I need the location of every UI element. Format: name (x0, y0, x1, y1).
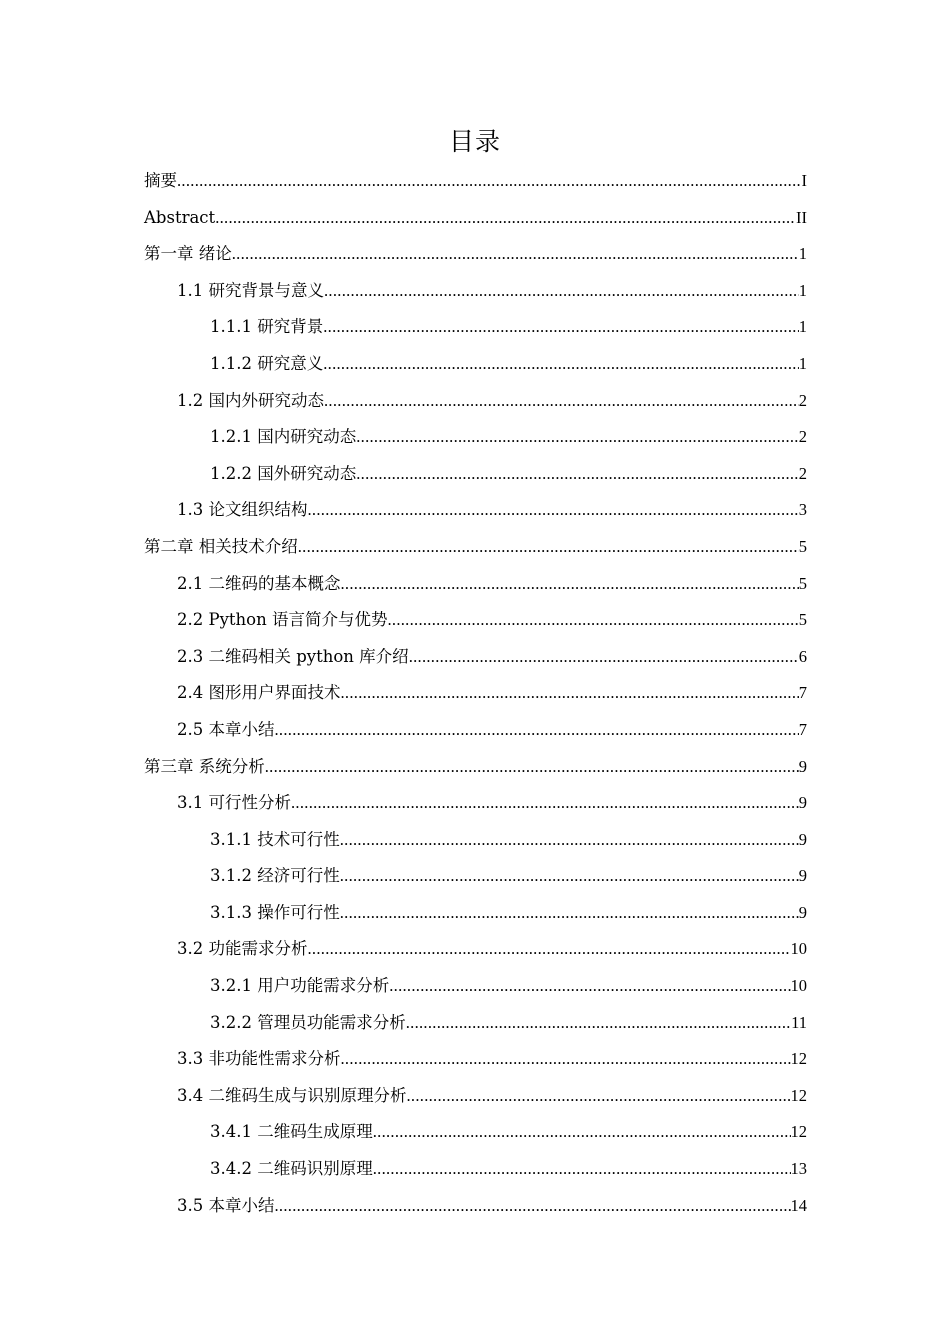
toc-dot-leader (409, 639, 799, 676)
toc-entry[interactable] (144, 895, 807, 932)
toc-entry-page-number: 1 (798, 280, 807, 300)
toc-entry-label: 3.1 可行性分析 (177, 793, 291, 813)
toc-entry-label: 第一章 绪论 (144, 244, 232, 264)
toc-entry-label: 3.4.2 二维码识别原理 (210, 1159, 373, 1179)
toc-entry-page-number: II (796, 207, 807, 227)
toc-entry-page-number: 1 (798, 317, 807, 337)
toc-entry-page-number: 5 (798, 610, 807, 630)
toc-entry-label: 1.2.1 国内研究动态 (210, 427, 357, 447)
toc-entry-page-number: 2 (798, 463, 807, 483)
toc-dot-leader (324, 273, 799, 310)
toc-dot-leader (373, 1114, 791, 1151)
toc-entry[interactable] (144, 492, 807, 529)
toc-dot-leader (308, 492, 799, 529)
toc-entry[interactable] (144, 785, 807, 822)
toc-entry-label: 2.5 本章小结 (177, 719, 275, 739)
toc-entry-page-number: 1 (798, 353, 807, 373)
toc-entry-page-number: 9 (798, 902, 807, 922)
toc-entry-page-number: 5 (798, 536, 807, 556)
toc-title: 目录 (448, 127, 501, 156)
toc-entry[interactable] (144, 566, 807, 603)
toc-dot-leader (323, 346, 799, 383)
toc-entry[interactable] (144, 675, 807, 712)
toc-entry-page-number: 6 (798, 646, 807, 666)
toc-entry[interactable] (144, 1041, 807, 1078)
toc-entry[interactable] (144, 639, 807, 676)
toc-dot-leader (356, 456, 799, 493)
toc-entry-page-number: 11 (791, 1012, 807, 1032)
table-of-contents (144, 163, 807, 1224)
toc-entry-label: 1.1.1 研究背景 (210, 317, 324, 337)
toc-dot-leader (215, 200, 796, 237)
toc-entry-page-number: 9 (798, 793, 807, 813)
toc-entry-label: 3.1.2 经济可行性 (210, 866, 340, 886)
toc-entry[interactable] (144, 1078, 807, 1115)
toc-dot-leader (177, 163, 802, 200)
toc-entry-page-number: 5 (798, 573, 807, 593)
toc-entry-page-number: I (801, 171, 807, 190)
toc-dot-leader (298, 529, 799, 566)
toc-entry-label: 3.5 本章小结 (177, 1195, 275, 1215)
toc-dot-leader (340, 822, 799, 859)
toc-entry-page-number: 12 (790, 1085, 807, 1105)
toc-entry-label: 1.3 论文组织结构 (177, 500, 308, 520)
toc-entry[interactable] (144, 968, 807, 1005)
toc-entry-page-number: 7 (798, 719, 807, 739)
toc-dot-leader (373, 1151, 791, 1188)
toc-dot-leader (232, 236, 799, 273)
toc-entry-page-number: 3 (798, 500, 807, 520)
toc-entry-label: 3.1.3 操作可行性 (210, 902, 340, 922)
toc-dot-leader (291, 785, 799, 822)
toc-entry[interactable] (144, 529, 807, 566)
toc-entry[interactable] (144, 602, 807, 639)
toc-entry[interactable] (144, 236, 807, 273)
toc-dot-leader (406, 1005, 791, 1042)
toc-entry-page-number: 14 (790, 1195, 807, 1215)
toc-entry-label: 第三章 系统分析 (144, 756, 265, 776)
toc-entry-label: 1.1 研究背景与意义 (177, 280, 324, 300)
toc-dot-leader (323, 309, 799, 346)
toc-entry-page-number: 13 (790, 1159, 807, 1179)
toc-entry-label: 3.2.2 管理员功能需求分析 (210, 1012, 406, 1032)
toc-entry[interactable] (144, 749, 807, 786)
toc-dot-leader (341, 675, 799, 712)
toc-entry-page-number: 1 (798, 244, 807, 264)
toc-entry[interactable] (144, 1005, 807, 1042)
toc-entry-page-number: 10 (790, 939, 807, 959)
toc-entry[interactable] (144, 931, 807, 968)
toc-entry-page-number: 9 (798, 866, 807, 886)
toc-entry-label: 2.4 图形用户界面技术 (177, 683, 341, 703)
toc-dot-leader (308, 931, 791, 968)
toc-entry[interactable] (144, 456, 807, 493)
toc-entry-label: 3.1.1 技术可行性 (210, 829, 340, 849)
toc-dot-leader (341, 1041, 791, 1078)
toc-dot-leader (389, 968, 790, 1005)
toc-entry[interactable] (144, 1151, 807, 1188)
toc-entry-label: 2.2 Python 语言简介与优势 (177, 610, 388, 630)
toc-entry[interactable] (144, 822, 807, 859)
toc-entry[interactable] (144, 419, 807, 456)
toc-entry-page-number: 10 (790, 976, 807, 996)
toc-entry[interactable] (144, 346, 807, 383)
toc-entry-label: 3.4.1 二维码生成原理 (210, 1122, 373, 1142)
toc-dot-leader (387, 602, 798, 639)
toc-entry-label: 3.4 二维码生成与识别原理分析 (177, 1085, 407, 1105)
toc-dot-leader (341, 566, 799, 603)
toc-entry-label: 3.2 功能需求分析 (177, 939, 308, 959)
toc-entry-page-number: 12 (790, 1122, 807, 1142)
toc-dot-leader (265, 749, 799, 786)
toc-entry-label: 第二章 相关技术介绍 (144, 536, 298, 556)
toc-entry[interactable] (144, 383, 807, 420)
toc-entry[interactable] (144, 858, 807, 895)
toc-dot-leader (324, 383, 799, 420)
toc-entry[interactable] (144, 163, 807, 200)
toc-entry-page-number: 2 (798, 427, 807, 447)
toc-entry[interactable] (144, 1188, 807, 1225)
toc-dot-leader (275, 712, 799, 749)
toc-entry-label: 3.2.1 用户功能需求分析 (210, 976, 390, 996)
toc-entry[interactable] (144, 712, 807, 749)
toc-entry-page-number: 12 (790, 1049, 807, 1069)
toc-entry-label: 1.2 国内外研究动态 (177, 390, 324, 410)
toc-entry-page-number: 9 (798, 829, 807, 849)
toc-entry[interactable] (144, 1114, 807, 1151)
toc-entry-label: 3.3 非功能性需求分析 (177, 1049, 341, 1069)
toc-dot-leader (356, 419, 799, 456)
toc-entry-label: 1.1.2 研究意义 (210, 353, 324, 373)
toc-dot-leader (340, 858, 799, 895)
toc-entry-label: 2.1 二维码的基本概念 (177, 573, 341, 593)
toc-entry-label: Abstract (144, 207, 216, 227)
toc-entry-label: 摘要 (144, 171, 177, 190)
toc-entry[interactable] (144, 309, 807, 346)
toc-entry-page-number: 7 (798, 683, 807, 703)
toc-dot-leader (407, 1078, 791, 1115)
toc-dot-leader (340, 895, 799, 932)
toc-entry[interactable] (144, 273, 807, 310)
toc-entry-label: 2.3 二维码相关 python 库介绍 (177, 646, 409, 666)
toc-entry-label: 1.2.2 国外研究动态 (210, 463, 357, 483)
toc-entry-page-number: 2 (798, 390, 807, 410)
toc-entry-page-number: 9 (798, 756, 807, 776)
toc-entry[interactable] (144, 200, 807, 237)
toc-dot-leader (275, 1188, 791, 1225)
